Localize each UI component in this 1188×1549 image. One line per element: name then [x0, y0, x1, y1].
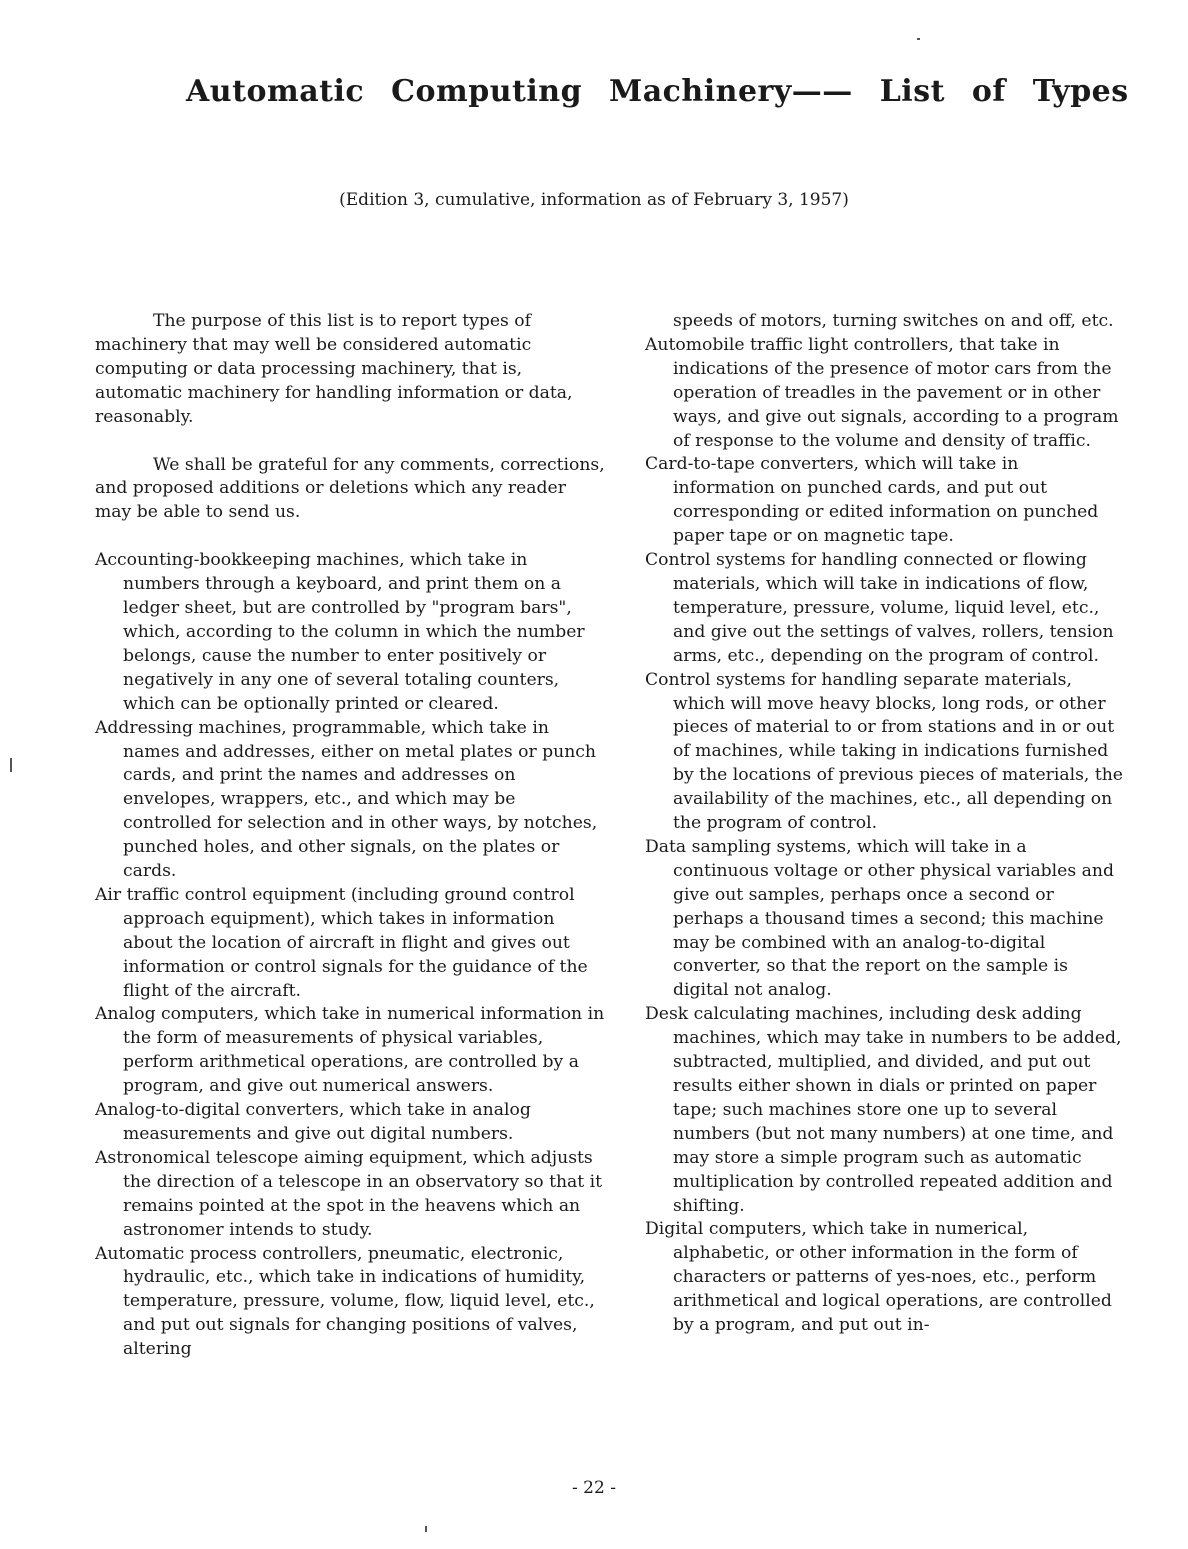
list-entry: Card-to-tape converters, which will take in information on punched cards, and put out corresponding or edited information on punched paper tape or on magnetic tape. — [645, 454, 1099, 547]
intro-paragraph: We shall be grateful for any comments, corrections, and proposed additions or deletions which any reader may be able to send us. — [95, 454, 605, 523]
list-entry: Analog computers, which take in numerical information in the form of measurements of physical variables, perform arithmetical operations, are controlled by a program, and give out numerical answers. — [95, 1004, 605, 1097]
list-entry: Astronomical telescope aiming equipment, which adjusts the direction of a telescope in an observatory so that it remains pointed at the spot in the heavens which an astronomer intends to study. — [95, 1147, 603, 1240]
page-number: - 22 - — [572, 1478, 616, 1498]
intro-paragraph: The purpose of this list is to report types of machinery that may well be considered automatic computing or data processing machinery, that is, automatic machinery for handling information or data, reasonably. — [95, 311, 573, 427]
list-entry: Addressing machines, programmable, which take in names and addresses, either on metal plates or punch cards, and print the names and addresses on envelopes, wrappers, etc., and which may be controlled for selection and in other ways, by notches, punched holes, and other signals, on the plates or cards. — [95, 717, 598, 882]
edition-subtitle: (Edition 3, cumulative, information as of February 3, 1957) — [339, 190, 849, 210]
list-entry: Control systems for handling connected or flowing materials, which will take in indications of flow, temperature, pressure, volume, liquid level, etc., and give out the settings of valves, rollers, tension arms, etc., depending on the program of control. — [645, 550, 1114, 666]
list-entry: Data sampling systems, which will take in a continuous voltage or other physical variables and give out samples, perhaps once a second or perhaps a thousand times a second; this machine may be combined with an analog-to-digital converter, so that the report on the sample is digital not analog. — [645, 836, 1114, 1001]
list-entry: Desk calculating machines, including desk adding machines, which may take in numbers to be added, subtracted, multiplied, and divided, and put out results either shown in dials or printed on paper tape; such machines store one up to several numbers (but not many numbers) at one time, and may store a simple program such as automatic multiplication by controlled repeated addition and shifting. — [645, 1004, 1122, 1216]
list-entry: Analog-to-digital converters, which take in analog measurements and give out digital numbers. — [95, 1100, 531, 1144]
page-title: Automatic Computing Machinery—— List of Types — [186, 74, 1129, 109]
scan-speck — [425, 1526, 427, 1532]
list-entry-continuation: speeds of motors, turning switches on and off, etc. — [673, 311, 1114, 331]
list-entry: Digital computers, which take in numerical, alphabetic, or other information in the form of characters or patterns of yes-noes, etc., perform arithmetical and logical operations, are controlled by a program, and put out in- — [645, 1219, 1112, 1336]
scan-speck — [917, 38, 920, 40]
list-entry: Automatic process controllers, pneumatic, electronic, hydraulic, etc., which take in indications of humidity, temperature, pressure, volume, flow, liquid level, etc., and put out signals for changing positions of valves, altering — [95, 1243, 595, 1360]
right-column — [645, 310, 1125, 1338]
left-column — [95, 310, 605, 1362]
list-entry: Air traffic control equipment (including ground control approach equipment), which takes in information about the location of aircraft in flight and gives out information or control signals for the guidance of the flight of the aircraft. — [95, 884, 588, 1001]
list-entry: Accounting-bookkeeping machines, which take in numbers through a keyboard, and print them on a ledger sheet, but are controlled by "program bars", which, according to the column in which the number belongs, cause the number to enter positively or negatively in any one of several totaling counters, which can be optionally printed or cleared. — [95, 550, 585, 714]
list-entry: Control systems for handling separate materials, which will move heavy blocks, long rods, or other pieces of material to or from stations and in or out of machines, while taking in indications furnished by the locations of previous pieces of materials, the availability of the machines, etc., all depending on the program of control. — [645, 669, 1123, 834]
list-entry: Automobile traffic light controllers, that take in indications of the presence of motor cars from the operation of treadles in the pavement or in other ways, and give out signals, according to a program of response to the volume and density of traffic. — [645, 334, 1119, 451]
scan-speck — [10, 758, 12, 772]
